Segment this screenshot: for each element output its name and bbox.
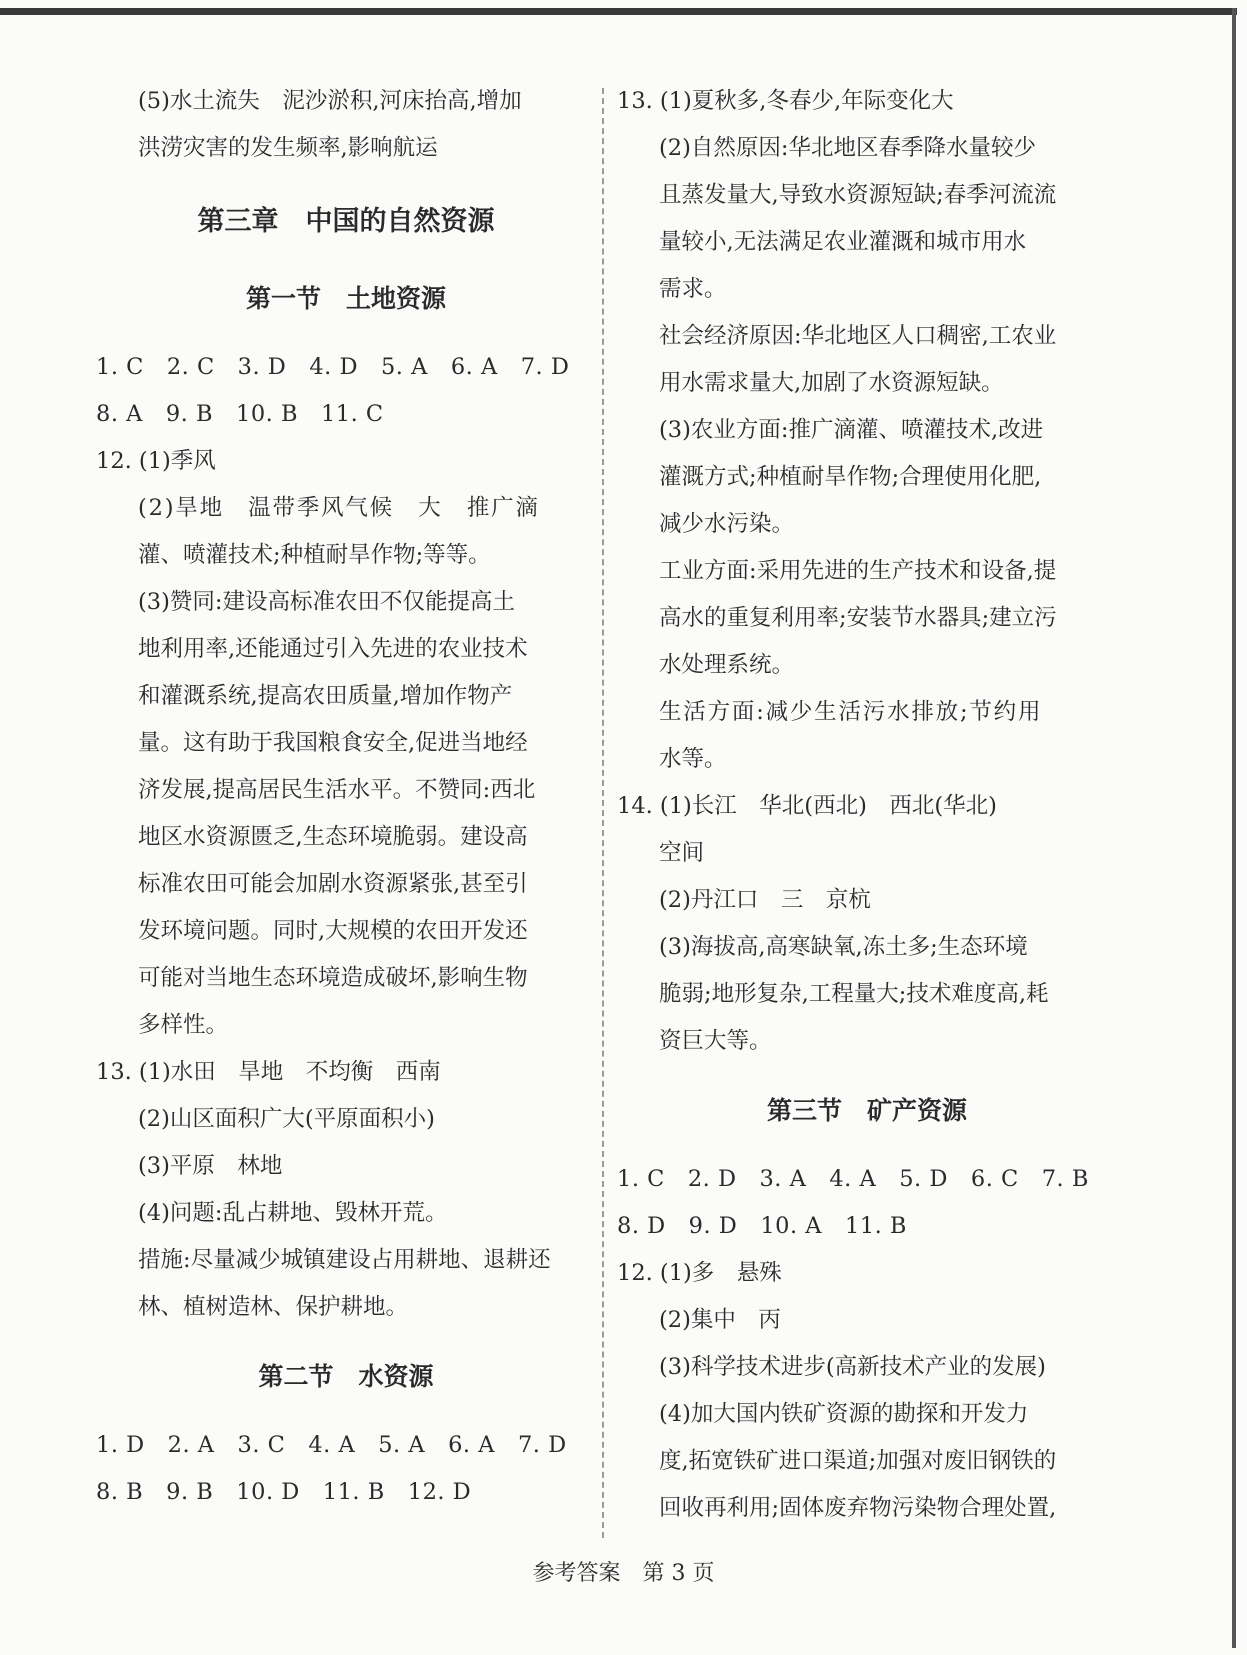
section1-q13-measure-line1: 措施:尽量减少城镇建设占用耕地、退耕还 (138, 1247, 551, 1273)
section1-q13-part3: (3)平原 林地 (138, 1153, 283, 1179)
section1-q12-part3-line: (3)赞同:建设高标准农田不仅能提高土 (138, 589, 515, 615)
section1-q12-part2-line2: 灌、喷灌技术;种植耐旱作物;等等。 (138, 542, 491, 568)
section1-q12-part3-line: 济发展,提高居民生活水平。不赞同:西北 (138, 777, 536, 803)
right-column (617, 78, 1117, 1532)
section3-mc-line2: 8. D 9. D 10. A 11. B (617, 1213, 907, 1239)
section2-q13-part2-line: 量较小,无法满足农业灌溉和城市用水 (659, 229, 1027, 255)
section1-q12-part3-line: 多样性。 (138, 1012, 229, 1038)
section2-q13-industry-line: 工业方面:采用先进的生产技术和设备,提 (659, 558, 1057, 584)
section3-q12-part4-line: (4)加大国内铁矿资源的勘探和开发力 (659, 1401, 1029, 1427)
section2-q13-part3-line: 减少水污染。 (659, 511, 795, 537)
section2-q14-part3-line: (3)海拔高,高寒缺氧,冻土多;生态环境 (659, 934, 1028, 960)
section1-mc-line2: 8. A 9. B 10. B 11. C (96, 401, 384, 427)
section2-q14-part3-line: 资巨大等。 (659, 1028, 772, 1054)
q5-answer-line2: 洪涝灾害的发生频率,影响航运 (138, 135, 438, 161)
section2-mc-line2: 8. B 9. B 10. D 11. B 12. D (96, 1479, 472, 1505)
top-border-rule (0, 8, 1237, 15)
section2-q13-part1: 13. (1)夏秋多,冬春少,年际变化大 (617, 88, 954, 114)
left-column (96, 78, 596, 1516)
section2-q13-industry-line: 高水的重复利用率;安装节水器具;建立污 (659, 605, 1057, 631)
section1-q12-part2-line1: (2)旱地 温带季风气候 大 推广滴 (138, 495, 540, 521)
section1-q12-part3-line: 可能对当地生态环境造成破坏,影响生物 (138, 965, 528, 991)
section2-q13-industry-line: 水处理系统。 (659, 652, 795, 678)
section1-q12-part3-line: 发环境问题。同时,大规模的农田开发还 (138, 918, 528, 944)
chapter-title: 第三章 中国的自然资源 (197, 206, 495, 237)
section2-title: 第二节 水资源 (258, 1362, 434, 1391)
section2-q13-social-line: 社会经济原因:华北地区人口稠密,工农业 (659, 323, 1057, 349)
section3-q12-part1: 12. (1)多 悬殊 (617, 1260, 782, 1286)
section3-q12-part2: (2)集中 丙 (659, 1307, 781, 1333)
section1-title: 第一节 土地资源 (245, 284, 446, 313)
section2-q13-part3-line: 灌溉方式;种植耐旱作物;合理使用化肥, (659, 464, 1042, 490)
section1-q12-part3-line: 和灌溉系统,提高农田质量,增加作物产 (138, 683, 513, 709)
section3-q12-part4-line: 度,拓宽铁矿进口渠道;加强对废旧钢铁的 (659, 1448, 1057, 1474)
section1-q12-part1: 12. (1)季风 (96, 448, 216, 474)
section3-title: 第三节 矿产资源 (766, 1096, 967, 1125)
section2-q13-part3-line: (3)农业方面:推广滴灌、喷灌技术,改进 (659, 417, 1044, 443)
section1-q12-part3-line: 量。这有助于我国粮食安全,促进当地经 (138, 730, 528, 756)
section1-q13-part2: (2)山区面积广大(平原面积小) (138, 1106, 435, 1132)
section2-q14-part2: (2)丹江口 三 京杭 (659, 887, 871, 913)
right-border-rule (1232, 8, 1236, 1648)
section1-q13-measure-line2: 林、植树造林、保护耕地。 (138, 1294, 409, 1320)
section2-q14-part3-line: 脆弱;地形复杂,工程量大;技术难度高,耗 (659, 981, 1049, 1007)
section2-q13-social-line: 用水需求量大,加剧了水资源短缺。 (659, 370, 1004, 396)
section2-q13-part2-line: 需求。 (659, 276, 727, 302)
section2-q14-part1-line2: 空间 (659, 840, 705, 866)
section1-q13-part1: 13. (1)水田 旱地 不均衡 西南 (96, 1059, 441, 1085)
section1-q12-part3-line: 地利用率,还能通过引入先进的农业技术 (138, 636, 528, 662)
section2-q13-life-line: 水等。 (659, 746, 727, 772)
section1-q12-part3-line: 地区水资源匮乏,生态环境脆弱。建设高 (138, 824, 528, 850)
section3-q12-part3: (3)科学技术进步(高新技术产业的发展) (659, 1354, 1046, 1380)
q5-answer-line1: (5)水土流失 泥沙淤积,河床抬高,增加 (138, 88, 522, 114)
section2-q13-part2-line: 且蒸发量大,导致水资源短缺;春季河流流 (659, 182, 1057, 208)
section2-q14-part1-line1: 14. (1)长江 华北(西北) 西北(华北) (617, 793, 997, 819)
column-divider (602, 88, 604, 1538)
section3-q12-part4-line: 回收再利用;固体废弃物污染物合理处置, (659, 1495, 1057, 1521)
section3-mc-line1: 1. C 2. D 3. A 4. A 5. D 6. C 7. B (617, 1166, 1089, 1192)
section1-q12-part3-line: 标准农田可能会加剧水资源紧张,甚至引 (138, 871, 528, 897)
section1-mc-line1: 1. C 2. C 3. D 4. D 5. A 6. A 7. D (96, 354, 570, 380)
section2-q13-life-line: 生活方面:减少生活污水排放;节约用 (659, 699, 1043, 725)
section1-q13-part4: (4)问题:乱占耕地、毁林开荒。 (138, 1200, 448, 1226)
page-footer: 参考答案 第 3 页 (532, 1561, 715, 1586)
section2-q13-part2-line: (2)自然原因:华北地区春季降水量较少 (659, 135, 1036, 161)
section2-mc-line1: 1. D 2. A 3. C 4. A 5. A 6. A 7. D (96, 1432, 567, 1458)
